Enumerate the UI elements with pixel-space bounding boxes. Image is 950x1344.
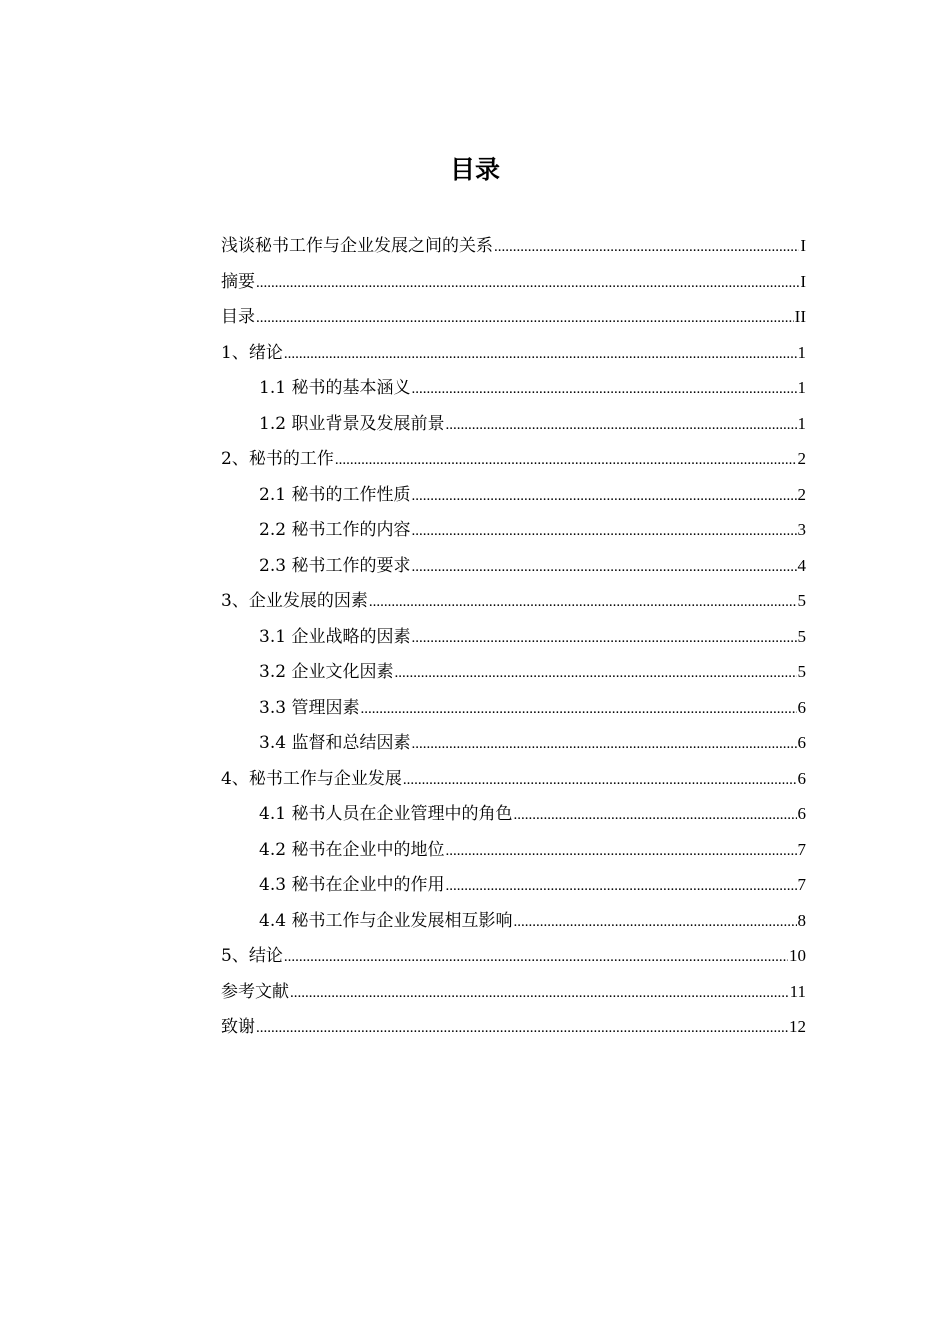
toc-entry-label: 浅谈秘书工作与企业发展之间的关系: [221, 236, 493, 256]
toc-entry-label: 1、绪论: [221, 342, 283, 363]
toc-dot-leader: [513, 798, 796, 834]
toc-subentry[interactable]: [221, 548, 806, 584]
toc-dot-leader: [335, 443, 797, 479]
toc-entry-page: 7: [797, 839, 806, 859]
toc-dot-leader: [445, 869, 796, 905]
table-of-contents: [221, 228, 806, 1045]
toc-dot-leader: [256, 1011, 788, 1047]
toc-subentry[interactable]: [221, 903, 806, 939]
toc-entry-label: 3.3 管理因素: [259, 697, 360, 718]
toc-entry-label: 5、结论: [221, 946, 283, 966]
toc-dot-leader: [513, 905, 796, 941]
toc-entry-page: 12: [789, 1017, 806, 1036]
toc-entry[interactable]: [221, 974, 806, 1010]
toc-entry-page: 6: [797, 697, 806, 717]
toc-dot-leader: [445, 834, 796, 870]
toc-subentry[interactable]: [221, 690, 806, 726]
toc-entry-label: 目录: [221, 307, 255, 327]
toc-entry-label: 4.1 秘书人员在企业管理中的角色: [259, 804, 513, 824]
toc-entry-page: 1: [797, 413, 806, 433]
toc-subentry[interactable]: [221, 370, 806, 406]
toc-entry-page: I: [800, 236, 806, 255]
toc-entry-page: 8: [797, 910, 806, 930]
toc-entry-page: 2: [797, 484, 806, 504]
toc-entry-label: 1.1 秘书的基本涵义: [259, 378, 411, 398]
toc-dot-leader: [445, 408, 796, 444]
toc-entry-label: 4.2 秘书在企业中的地位: [259, 839, 445, 860]
toc-entry-label: 3.4 监督和总结因素: [259, 733, 411, 753]
toc-entry-page: 7: [797, 875, 806, 894]
toc-entry[interactable]: [221, 299, 806, 335]
toc-dot-leader: [411, 372, 796, 408]
toc-subentry[interactable]: [221, 832, 806, 868]
toc-entry-page: 6: [797, 768, 806, 788]
toc-entry[interactable]: [221, 264, 806, 300]
page-title: 目录: [449, 155, 500, 184]
toc-entry-page: 6: [797, 733, 806, 752]
toc-entry-label: 摘要: [221, 271, 255, 292]
toc-dot-leader: [284, 337, 797, 373]
toc-entry-label: 4.4 秘书工作与企业发展相互影响: [259, 910, 513, 931]
toc-subentry[interactable]: [221, 619, 806, 655]
toc-entry-label: 3、企业发展的因素: [221, 591, 368, 611]
toc-entry-label: 4、秘书工作与企业发展: [221, 768, 402, 789]
toc-subentry[interactable]: [221, 725, 806, 761]
toc-dot-leader: [411, 621, 796, 657]
toc-dot-leader: [369, 585, 797, 621]
toc-dot-leader: [411, 479, 796, 515]
toc-entry-page: 10: [789, 946, 806, 965]
toc-entry-label: 2.1 秘书的工作性质: [259, 484, 411, 505]
toc-entry-page: 2: [797, 449, 806, 468]
toc-entry-label: 2、秘书的工作: [221, 449, 334, 469]
toc-entry-label: 3.1 企业战略的因素: [259, 626, 411, 647]
toc-entry-label: 2.2 秘书工作的内容: [259, 520, 411, 540]
toc-dot-leader: [360, 692, 796, 728]
toc-entry-page: 5: [797, 662, 806, 681]
toc-dot-leader: [256, 301, 794, 337]
toc-dot-leader: [494, 230, 799, 266]
toc-dot-leader: [411, 514, 796, 550]
toc-entry[interactable]: [221, 583, 806, 619]
toc-dot-leader: [403, 763, 797, 799]
toc-entry[interactable]: [221, 441, 806, 477]
toc-entry-page: I: [800, 271, 806, 291]
toc-subentry[interactable]: [221, 477, 806, 513]
toc-entry-page: 3: [797, 520, 806, 539]
toc-entry-page: 6: [797, 804, 806, 823]
toc-entry-page: 11: [789, 981, 806, 1001]
toc-entry[interactable]: [221, 228, 806, 264]
toc-entry-page: 5: [797, 626, 806, 646]
toc-entry-label: 4.3 秘书在企业中的作用: [259, 875, 445, 895]
toc-entry-page: 4: [797, 555, 806, 575]
toc-entry-label: 参考文献: [221, 981, 289, 1002]
toc-entry-page: II: [794, 307, 806, 326]
toc-entry[interactable]: [221, 938, 806, 974]
toc-subentry[interactable]: [221, 512, 806, 548]
toc-entry-page: 1: [797, 342, 806, 362]
toc-entry-label: 3.2 企业文化因素: [259, 662, 394, 682]
toc-subentry[interactable]: [221, 406, 806, 442]
toc-dot-leader: [290, 976, 789, 1012]
toc-dot-leader: [411, 550, 796, 586]
toc-entry[interactable]: [221, 335, 806, 371]
toc-entry[interactable]: [221, 1009, 806, 1045]
toc-entry-label: 2.3 秘书工作的要求: [259, 555, 411, 576]
toc-subentry[interactable]: [221, 867, 806, 903]
toc-dot-leader: [284, 940, 788, 976]
toc-entry-page: 1: [797, 378, 806, 397]
toc-dot-leader: [256, 266, 799, 302]
toc-entry-label: 1.2 职业背景及发展前景: [259, 413, 445, 434]
toc-subentry[interactable]: [221, 796, 806, 832]
toc-entry[interactable]: [221, 761, 806, 797]
toc-entry-page: 5: [797, 591, 806, 610]
toc-dot-leader: [394, 656, 796, 692]
toc-dot-leader: [411, 727, 796, 763]
toc-entry-label: 致谢: [221, 1017, 255, 1037]
toc-subentry[interactable]: [221, 654, 806, 690]
